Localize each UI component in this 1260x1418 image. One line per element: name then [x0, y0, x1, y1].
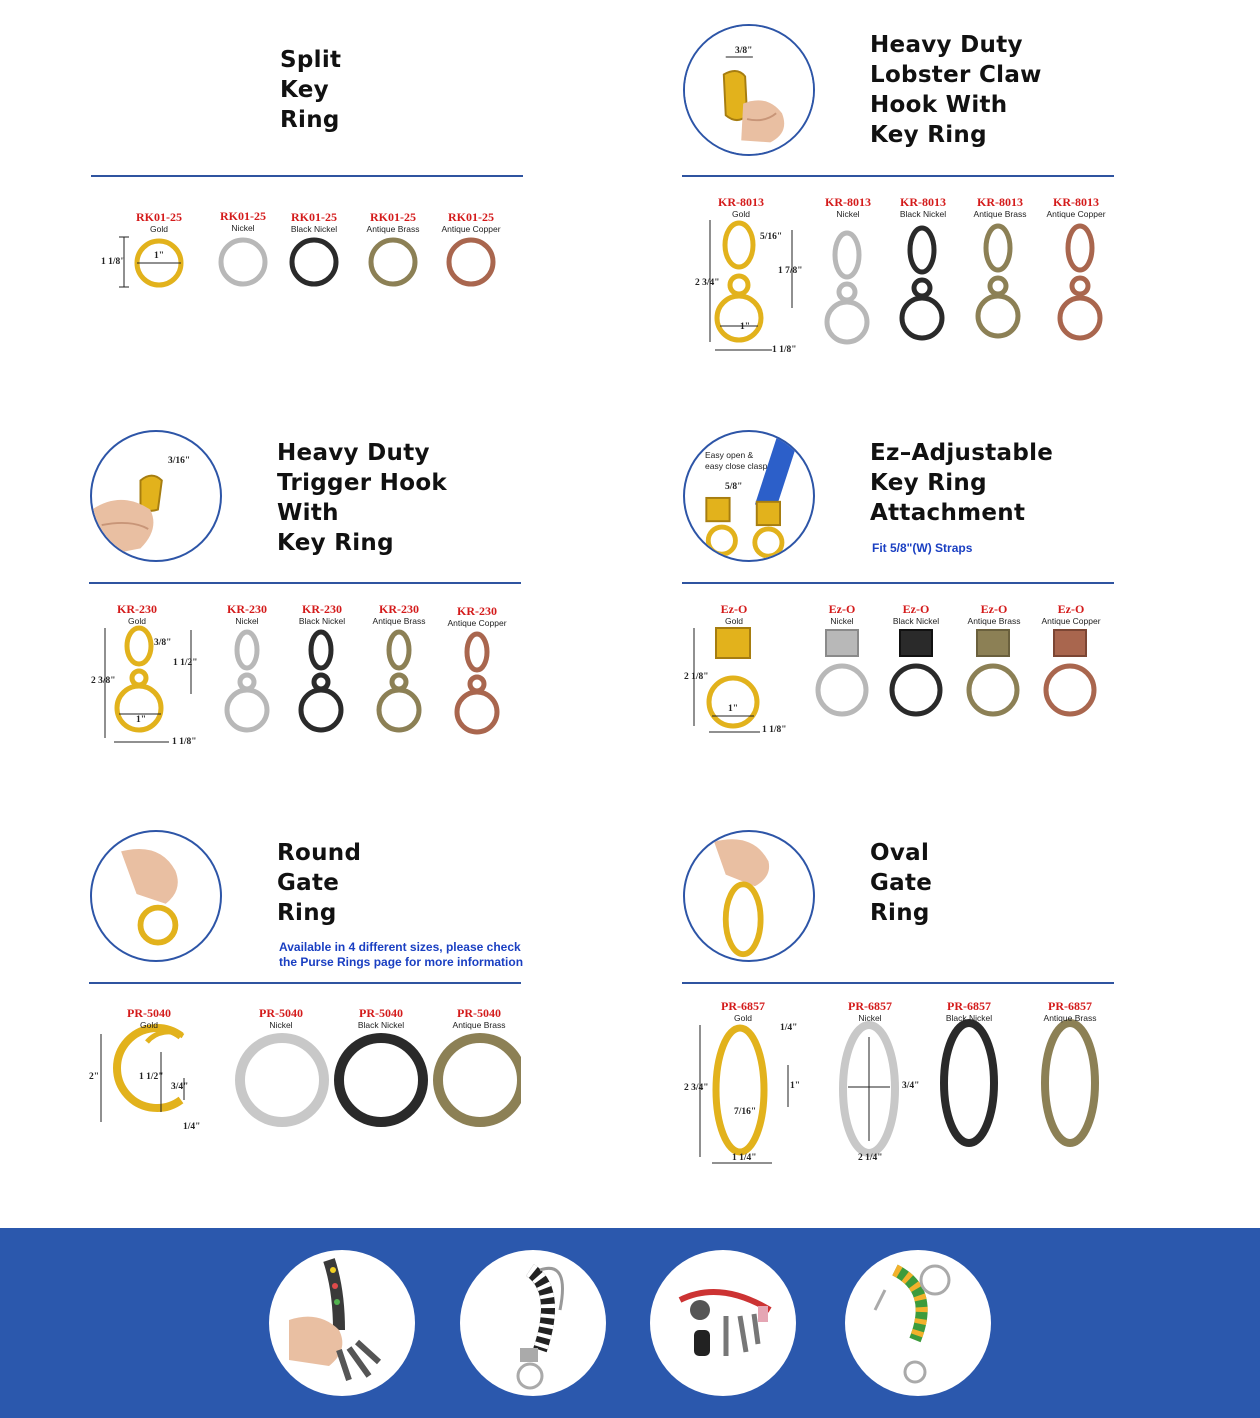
dimension-total: 2 3/4": [684, 1083, 709, 1093]
product-finish: Nickel: [231, 223, 255, 233]
product-code: PR-5040: [127, 1006, 171, 1020]
product-strip: [89, 1002, 521, 1142]
product-item: [711, 196, 771, 219]
product-finish: Gold: [140, 1020, 158, 1030]
section-title: [277, 438, 447, 558]
title-line: Lobster Claw: [870, 62, 1042, 88]
section-note: Available in 4 different sizes, please check: [279, 940, 521, 954]
product-finish: Antique Brass: [1043, 1013, 1097, 1023]
dimension-total: 2 3/4": [695, 278, 720, 288]
product-code: KR-8013: [900, 195, 946, 209]
product-code: KR-8013: [977, 195, 1023, 209]
product-finish: Nickel: [830, 616, 854, 626]
product-finish: Nickel: [836, 209, 860, 219]
product-code: KR-8013: [1053, 195, 1099, 209]
oval-gate-hand-icon: [685, 832, 813, 960]
dimension-ring: 1": [136, 715, 147, 725]
product-finish: Antique Copper: [1041, 616, 1101, 626]
section-note: Fit 5/8"(W) Straps: [872, 541, 973, 555]
product-code: Ez-O: [902, 602, 930, 616]
product-finish: Antique Copper: [447, 618, 507, 628]
thumb-caption: Easy open &: [705, 450, 754, 460]
product-code: KR-230: [117, 602, 157, 616]
title-line: Attachment: [870, 500, 1026, 526]
product-finish: Black Nickel: [290, 224, 338, 234]
dimension-hook: 1 1/2": [173, 658, 198, 668]
section-title: [870, 438, 1053, 528]
product-finish: Gold: [734, 1013, 752, 1023]
title-line: Ring: [277, 900, 337, 926]
product-finish: Gold: [725, 616, 743, 626]
section-divider: [682, 582, 1114, 584]
title-line: Key Ring: [870, 122, 987, 148]
dimension-gate: 3/4": [171, 1082, 189, 1092]
product-finish: Antique Brass: [967, 616, 1021, 626]
dimension-total: 2 1/8": [684, 672, 709, 682]
product-strip: [682, 995, 1122, 1170]
product-item: [1034, 1000, 1106, 1023]
product-code: KR-8013: [825, 195, 871, 209]
title-line: Ring: [280, 107, 340, 133]
title-line: Round: [277, 840, 362, 866]
product-strip: [89, 598, 521, 758]
title-line: Ring: [870, 900, 930, 926]
title-line: Key Ring: [870, 470, 987, 496]
thumb-dimension: 3/16": [168, 456, 191, 466]
product-item: [440, 605, 514, 628]
product-code: Ez-O: [980, 602, 1008, 616]
section-divider: [682, 175, 1114, 177]
product-finish: Antique Copper: [1046, 209, 1106, 219]
product-item: [363, 603, 435, 626]
section-title: [277, 838, 361, 928]
product-strip: [91, 205, 523, 300]
product-item: [251, 1007, 311, 1030]
section-divider: [89, 982, 521, 984]
dimension-wire: 1/4": [183, 1122, 201, 1132]
product-item: [704, 603, 764, 626]
detail-photo-circle: [90, 430, 222, 562]
product-finish: Antique Brass: [366, 224, 420, 234]
product-code: KR-230: [302, 602, 342, 616]
trigger-hook-hand-icon: [92, 432, 220, 560]
detail-photo-circle: [683, 24, 815, 156]
product-item: [287, 603, 357, 626]
title-line: Heavy Duty: [277, 440, 430, 466]
section-divider: [682, 982, 1114, 984]
title-line: Trigger Hook: [277, 470, 448, 496]
product-item: [107, 603, 167, 626]
title-line: Hook With: [870, 92, 1008, 118]
lanyard-wrist-keys-icon: [269, 1250, 415, 1396]
footer-banner: [0, 1228, 1260, 1418]
dimension-hook: 1 7/8": [778, 266, 803, 276]
product-finish: Gold: [732, 209, 750, 219]
product-item: [119, 1007, 179, 1030]
footer-photo: [269, 1250, 415, 1396]
product-item: [443, 1007, 515, 1030]
product-finish: Black Nickel: [899, 209, 947, 219]
title-line: Oval: [870, 840, 930, 866]
product-code: RK01-25: [291, 210, 337, 224]
dimension-wire: 1/4": [780, 1023, 798, 1033]
pattern-lanyard-icon: [845, 1250, 991, 1396]
product-finish: Black Nickel: [298, 616, 346, 626]
dimension-gate: 5/16": [760, 232, 783, 242]
dimension-inner-height: 2 1/4": [858, 1153, 883, 1163]
section-note: the Purse Rings page for more information: [279, 955, 524, 969]
dimension-ring: 1": [740, 322, 751, 332]
title-line: Split: [280, 47, 342, 73]
dimension-total: 2 3/8": [91, 676, 116, 686]
product-code: RK01-25: [136, 210, 182, 224]
product-code: RK01-25: [220, 209, 266, 223]
section-divider: [91, 175, 523, 177]
product-finish: Antique Copper: [441, 224, 501, 234]
product-code: PR-5040: [259, 1006, 303, 1020]
dimension-width: 1 1/8": [172, 737, 197, 747]
product-item: [818, 196, 878, 219]
keychain-lanyard-icon: [650, 1250, 796, 1396]
detail-photo-circle: [683, 430, 815, 562]
product-finish: Nickel: [858, 1013, 882, 1023]
thumb-dimension: 5/8": [725, 482, 743, 492]
product-item: [812, 603, 872, 626]
section-title: [280, 45, 341, 135]
product-code: KR-230: [379, 602, 419, 616]
product-item: [279, 211, 349, 234]
section-title: [870, 838, 932, 928]
product-item: [129, 211, 189, 234]
zebra-wristlet-icon: [460, 1250, 606, 1396]
product-code: PR-6857: [947, 999, 991, 1013]
section-title: [870, 30, 1042, 150]
product-code: Ez-O: [828, 602, 856, 616]
product-strip: [682, 598, 1114, 748]
product-finish: Antique Brass: [973, 209, 1027, 219]
product-item: [958, 603, 1030, 626]
detail-photo-circle: [683, 830, 815, 962]
product-item: [934, 1000, 1004, 1023]
product-item: [357, 211, 429, 234]
thumb-caption: easy close clasp: [705, 461, 768, 471]
product-item: [713, 1000, 773, 1023]
product-code: PR-6857: [721, 999, 765, 1013]
product-code: Ez-O: [1057, 602, 1085, 616]
product-code: PR-5040: [359, 1006, 403, 1020]
dimension-inner-width: 3/4": [902, 1081, 920, 1091]
product-finish: Black Nickel: [892, 616, 940, 626]
product-item: [435, 211, 507, 234]
section-divider: [89, 582, 521, 584]
dimension-height: 1 1/8": [101, 257, 126, 267]
title-line: Ez–Adjustable: [870, 440, 1054, 466]
product-item: [888, 196, 958, 219]
product-finish: Gold: [150, 224, 168, 234]
title-line: Heavy Duty: [870, 32, 1023, 58]
product-code: KR-8013: [718, 195, 764, 209]
dimension-width: 1 1/4": [732, 1153, 757, 1163]
footer-photo: [460, 1250, 606, 1396]
dimension-gate: 3/8": [154, 638, 172, 648]
product-code: PR-5040: [457, 1006, 501, 1020]
product-code: KR-230: [227, 602, 267, 616]
title-line: Key Ring: [277, 530, 394, 556]
product-code: RK01-25: [370, 210, 416, 224]
product-code: Ez-O: [720, 602, 748, 616]
title-line: Gate: [277, 870, 340, 896]
product-finish: Nickel: [235, 616, 259, 626]
product-item: [217, 603, 277, 626]
footer-photo: [650, 1250, 796, 1396]
product-finish: Antique Brass: [372, 616, 426, 626]
product-item: [964, 196, 1036, 219]
title-line: Key: [280, 77, 329, 103]
round-gate-hand-icon: [92, 832, 220, 960]
product-code: PR-6857: [1048, 999, 1092, 1013]
dimension-width: 1": [154, 251, 165, 261]
dimension-inner: 1 1/2": [139, 1072, 164, 1082]
dimension-outer: 2": [89, 1072, 100, 1082]
dimension-width: 1 1/8": [772, 345, 797, 355]
product-strip: [682, 190, 1114, 360]
product-item: [881, 603, 951, 626]
thumb-dimension: 3/8": [735, 46, 753, 56]
product-item: [346, 1007, 416, 1030]
footer-photo: [845, 1250, 991, 1396]
product-item: [1034, 603, 1108, 626]
dimension-gate: 7/16": [734, 1107, 757, 1117]
product-item: [1040, 196, 1112, 219]
product-code: PR-6857: [848, 999, 892, 1013]
product-item: [840, 1000, 900, 1023]
product-finish: Black Nickel: [945, 1013, 993, 1023]
product-finish: Nickel: [269, 1020, 293, 1030]
dimension-width: 1 1/8": [762, 725, 787, 735]
product-item: [211, 210, 275, 233]
detail-photo-circle: [90, 830, 222, 962]
product-finish: Antique Brass: [452, 1020, 506, 1030]
product-code: KR-230: [457, 604, 497, 618]
title-line: With: [277, 500, 339, 526]
product-code: RK01-25: [448, 210, 494, 224]
dimension-gap: 1": [790, 1081, 801, 1091]
dimension-ring: 1": [728, 704, 739, 714]
product-finish: Gold: [128, 616, 146, 626]
title-line: Gate: [870, 870, 933, 896]
product-finish: Black Nickel: [357, 1020, 405, 1030]
